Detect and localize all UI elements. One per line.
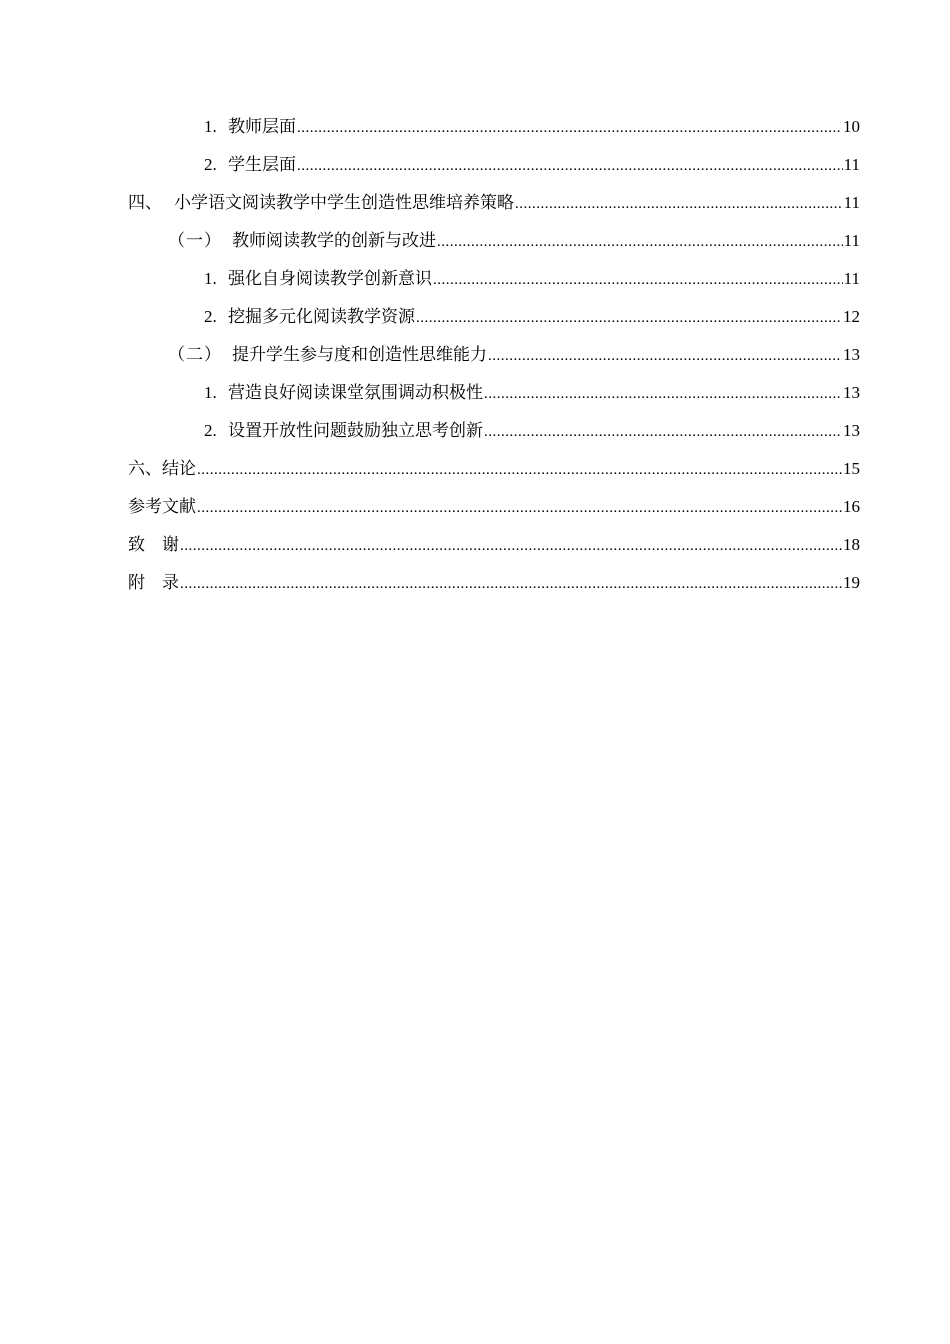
toc-dot-leader — [297, 147, 843, 185]
toc-entry[interactable] — [128, 146, 860, 184]
toc-dot-leader — [180, 527, 842, 565]
toc-entry-number: 四、 — [128, 193, 162, 212]
toc-entry-number: 2. — [204, 421, 217, 440]
toc-entry-title: 教师层面 — [228, 117, 296, 137]
toc-dot-leader — [484, 375, 842, 413]
toc-dot-leader — [488, 337, 842, 375]
toc-entry[interactable] — [128, 222, 860, 260]
toc-entry-page: 16 — [843, 497, 860, 516]
toc-dot-leader — [180, 565, 842, 603]
toc-entry-title: 教师阅读教学的创新与改进 — [232, 231, 436, 251]
toc-entry[interactable] — [128, 184, 860, 222]
toc-entry[interactable] — [128, 488, 860, 526]
toc-dot-leader — [197, 451, 842, 489]
toc-entry-number: 1. — [204, 383, 217, 402]
toc-entry-page: 13 — [843, 383, 860, 402]
toc-dot-leader — [515, 185, 843, 223]
toc-entry-title: 提升学生参与度和创造性思维能力 — [232, 345, 487, 365]
toc-entry-number: 1. — [204, 269, 217, 288]
toc-dot-leader — [484, 413, 842, 451]
toc-entry-page: 19 — [843, 573, 860, 592]
toc-entry-title: 强化自身阅读教学创新意识 — [228, 269, 432, 289]
toc-entry-title: 小学语文阅读教学中学生创造性思维培养策略 — [174, 193, 514, 213]
toc-entry-page: 10 — [843, 117, 860, 136]
table-of-contents — [128, 108, 860, 602]
toc-entry-page: 18 — [843, 535, 860, 554]
toc-entry-page: 11 — [843, 155, 860, 174]
toc-entry[interactable] — [128, 260, 860, 298]
toc-entry[interactable] — [128, 412, 860, 450]
toc-entry-title: 挖掘多元化阅读教学资源 — [228, 307, 415, 327]
toc-entry[interactable] — [128, 564, 860, 602]
toc-entry[interactable] — [128, 526, 860, 564]
toc-entry[interactable] — [128, 298, 860, 336]
toc-entry-title: 设置开放性问题鼓励独立思考创新 — [228, 421, 483, 441]
toc-dot-leader — [297, 109, 842, 147]
toc-entry-title: 六、结论 — [128, 459, 196, 479]
toc-dot-leader — [437, 223, 843, 261]
toc-entry-title: 附 录 — [128, 573, 179, 593]
toc-entry[interactable] — [128, 450, 860, 488]
toc-entry[interactable] — [128, 108, 860, 146]
toc-dot-leader — [416, 299, 842, 337]
toc-entry-title: 营造良好阅读课堂氛围调动积极性 — [228, 383, 483, 403]
toc-entry-number: 2. — [204, 155, 217, 174]
toc-entry-page: 11 — [843, 193, 860, 212]
toc-entry-number: 1. — [204, 117, 217, 136]
toc-entry-page: 13 — [843, 345, 860, 364]
toc-entry-page: 11 — [843, 269, 860, 288]
toc-entry-page: 13 — [843, 421, 860, 440]
toc-entry-page: 12 — [843, 307, 860, 326]
toc-entry-number: （二） — [168, 345, 222, 364]
toc-entry-number: （一） — [168, 231, 222, 250]
toc-entry-title: 致 谢 — [128, 535, 179, 555]
toc-entry[interactable] — [128, 374, 860, 412]
toc-dot-leader — [197, 489, 842, 527]
toc-entry-page: 11 — [843, 231, 860, 250]
toc-entry-page: 15 — [843, 459, 860, 478]
toc-entry[interactable] — [128, 336, 860, 374]
toc-entry-title: 学生层面 — [228, 155, 296, 175]
toc-dot-leader — [433, 261, 843, 299]
toc-entry-title: 参考文献 — [128, 497, 196, 517]
toc-entry-number: 2. — [204, 307, 217, 326]
